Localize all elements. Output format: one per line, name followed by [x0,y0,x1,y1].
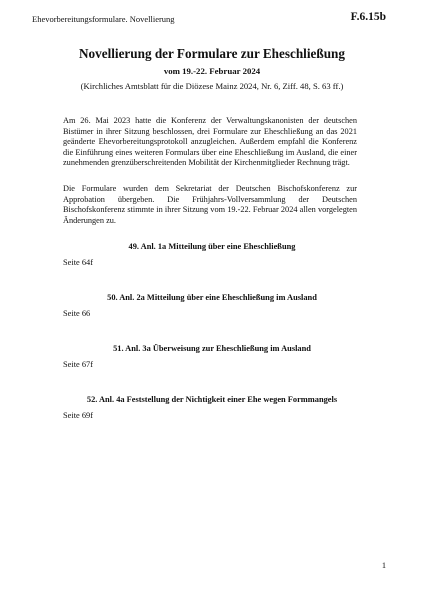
body-paragraph: Am 26. Mai 2023 hatte die Konferenz der Verwaltungskanonisten der deutschen Bistümer in ihrer Sitzung beschlossen, drei Formulare zur Eheschließung an das 2021 geänderte Ehevorbereitungsprotokoll anzugleichen. Außerdem empfahl die Konferenz die Einführung eines weiteren Formulars über eine Eheschließung im Ausland, die einer zunehmenden grenzüberschreitenden Mobilität der Kirchenmitglieder Rechnung trägt. [63,116,357,168]
section-heading: 52. Anl. 4a Feststellung der Nichtigkeit einer Ehe wegen Formmangels [86,395,338,404]
section-page-ref: Seite 66 [63,309,91,318]
page-title: Novellierung der Formulare zur Eheschließung [79,46,345,61]
section-page-ref: Seite 64f [63,258,94,267]
page-subtitle: vom 19.-22. Februar 2024 [163,66,261,76]
section-page-ref: Seite 69f [63,411,94,420]
running-header-title: Ehevorbereitungsformulare. Novellierung [32,14,175,24]
section-heading: 51. Anl. 3a Überweisung zur Eheschließung im Ausland [113,344,311,353]
section-heading: 49. Anl. 1a Mitteilung über eine Eheschließung [128,242,296,251]
section-heading: 50. Anl. 2a Mitteilung über eine Eheschließung im Ausland [107,293,317,302]
source-citation: (Kirchliches Amtsblatt für die Diözese Mainz 2024, Nr. 6, Ziff. 48, S. 63 ff.) [80,81,344,91]
page-number: 1 [381,561,386,570]
section-page-ref: Seite 67f [63,360,94,369]
body-paragraph: Die Formulare wurden dem Sekretariat der Deutschen Bischofskonferenz zur Approbation übergeben. Die Frühjahrs-Vollversammlung der Deutschen Bischofskonferenz stimmte in ihrer Sitzung vom 19.-22. Februar 2024 allen vorgelegten Änderungen zu. [63,184,357,225]
document-code: F.6.15b [350,11,386,23]
